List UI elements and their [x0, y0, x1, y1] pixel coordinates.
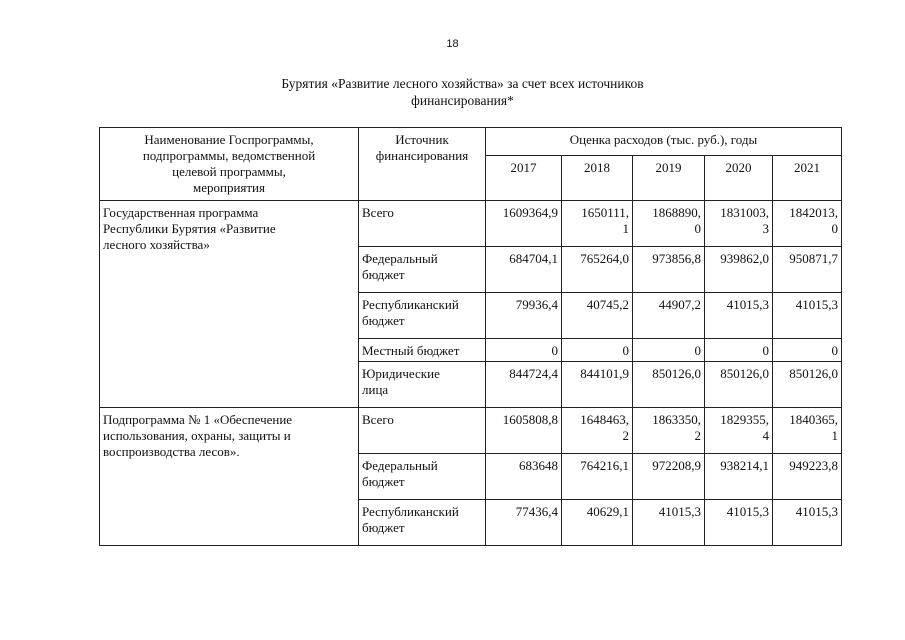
amount-line: 41015,3 [726, 297, 769, 312]
amount-cell [486, 293, 562, 339]
financing-table [99, 127, 842, 546]
amount-cell [705, 339, 773, 362]
header-name-line: мероприятия [192, 180, 265, 195]
amount-line: 764216,1 [580, 458, 629, 473]
funding-source-cell [359, 500, 486, 546]
amount-line: 0 [831, 221, 838, 236]
amount-cell [562, 362, 633, 408]
amount-line: 683648 [519, 458, 558, 473]
amount-cell [705, 293, 773, 339]
program-name-line: использования, охраны, защиты и [103, 428, 291, 443]
amount-cell [773, 247, 842, 293]
amount-line: 1868890, [652, 205, 701, 220]
program-name-cell [100, 201, 359, 408]
amount-line: 4 [762, 428, 769, 443]
document-title [200, 75, 725, 109]
funding-source-cell [359, 454, 486, 500]
amount-line: 844101,9 [580, 366, 629, 381]
amount-line: 850126,0 [789, 366, 838, 381]
amount-line: 1648463, [580, 412, 629, 427]
amount-cell [773, 293, 842, 339]
amount-line: 973856,8 [652, 251, 701, 266]
amount-line: 850126,0 [720, 366, 769, 381]
funding-source-line: Всего [362, 412, 394, 427]
amount-line: 1605808,8 [502, 412, 558, 427]
amount-cell [486, 362, 562, 408]
amount-line: 850126,0 [652, 366, 701, 381]
amount-line: 1609364,9 [502, 205, 558, 220]
amount-line: 77436,4 [515, 504, 558, 519]
amount-line: 40629,1 [586, 504, 629, 519]
amount-line: 1831003, [720, 205, 769, 220]
funding-source-cell [359, 408, 486, 454]
funding-source-line: Республиканский [362, 504, 459, 519]
amount-cell [633, 339, 705, 362]
amount-cell [562, 408, 633, 454]
amount-cell [773, 454, 842, 500]
amount-line: 0 [622, 343, 629, 358]
header-name-line: Наименование Госпрограммы, [144, 132, 314, 147]
title-line-1: Бурятия «Развитие лесного хозяйства» за счет всех источников [281, 76, 644, 91]
amount-line: 938214,1 [720, 458, 769, 473]
amount-cell [705, 408, 773, 454]
amount-line: 3 [762, 221, 769, 236]
amount-cell [562, 247, 633, 293]
program-name-cell [100, 408, 359, 546]
program-name-line: лесного хозяйства» [103, 237, 210, 252]
header-name-line: целевой программы, [172, 164, 286, 179]
amount-line: 41015,3 [795, 504, 838, 519]
amount-cell [562, 339, 633, 362]
amount-line: 939862,0 [720, 251, 769, 266]
funding-source-cell [359, 293, 486, 339]
header-row [100, 128, 842, 156]
amount-line: 41015,3 [726, 504, 769, 519]
funding-source-cell [359, 362, 486, 408]
amount-line: 41015,3 [795, 297, 838, 312]
amount-cell [705, 201, 773, 247]
page-number: 18 [446, 38, 459, 50]
amount-line: 950871,7 [789, 251, 838, 266]
amount-cell [773, 339, 842, 362]
amount-cell [633, 500, 705, 546]
amount-cell [486, 339, 562, 362]
amount-cell [562, 201, 633, 247]
amount-cell [486, 201, 562, 247]
funding-source-line: Юридические [362, 366, 440, 381]
amount-line: 765264,0 [580, 251, 629, 266]
header-year: 2021 [773, 156, 842, 201]
amount-line: 2 [622, 428, 629, 443]
amount-cell [773, 408, 842, 454]
funding-source-cell [359, 201, 486, 247]
amount-cell [633, 454, 705, 500]
amount-cell [486, 247, 562, 293]
header-year: 2017 [486, 156, 562, 201]
amount-line: 1840365, [789, 412, 838, 427]
amount-line: 949223,8 [789, 458, 838, 473]
amount-cell [562, 500, 633, 546]
amount-cell [562, 454, 633, 500]
amount-cell [773, 500, 842, 546]
amount-cell [773, 362, 842, 408]
funding-source-line: бюджет [362, 267, 405, 282]
program-name-line: воспроизводства лесов». [103, 444, 240, 459]
amount-line: 0 [551, 343, 558, 358]
amount-line: 0 [762, 343, 769, 358]
amount-cell [773, 201, 842, 247]
header-name-line: подпрограммы, ведомственной [142, 148, 316, 163]
amount-line: 1 [831, 428, 838, 443]
amount-cell [705, 362, 773, 408]
amount-line: 1863350, [652, 412, 701, 427]
title-line-2: финансирования* [411, 93, 514, 108]
table-row [100, 408, 842, 454]
funding-source-line: бюджет [362, 313, 405, 328]
program-name-line: Государственная программа [103, 205, 259, 220]
amount-line: 0 [831, 343, 838, 358]
funding-source-cell [359, 247, 486, 293]
program-name-line: Подпрограмма № 1 «Обеспечение [103, 412, 293, 427]
amount-cell [486, 454, 562, 500]
amount-line: 1842013, [789, 205, 838, 220]
amount-line: 1829355, [720, 412, 769, 427]
funding-source-line: бюджет [362, 520, 405, 535]
amount-cell [562, 293, 633, 339]
funding-source-line: Местный бюджет [362, 343, 460, 358]
table-body [100, 201, 842, 546]
program-name-line: Республики Бурятия «Развитие [103, 221, 276, 236]
funding-source-line: Республиканский [362, 297, 459, 312]
amount-cell [705, 500, 773, 546]
funding-source-line: Федеральный [362, 458, 438, 473]
amount-cell [705, 247, 773, 293]
amount-cell [633, 201, 705, 247]
amount-cell [705, 454, 773, 500]
amount-line: 1650111, [581, 205, 629, 220]
amount-line: 0 [694, 221, 701, 236]
amount-line: 1 [622, 221, 629, 236]
funding-source-line: Федеральный [362, 251, 438, 266]
table-row [100, 201, 842, 247]
header-name-column [100, 128, 359, 201]
amount-line: 44907,2 [658, 297, 701, 312]
header-year: 2020 [705, 156, 773, 201]
header-source-line: Источник [395, 132, 449, 147]
amount-cell [486, 500, 562, 546]
amount-cell [633, 408, 705, 454]
funding-source-line: бюджет [362, 474, 405, 489]
funding-source-line: Всего [362, 205, 394, 220]
amount-line: 2 [694, 428, 701, 443]
amount-cell [633, 247, 705, 293]
amount-line: 684704,1 [509, 251, 558, 266]
amount-line: 844724,4 [509, 366, 558, 381]
header-estimate: Оценка расходов (тыс. руб.), годы [486, 128, 842, 156]
funding-source-line: лица [362, 382, 389, 397]
funding-source-cell [359, 339, 486, 362]
amount-cell [486, 408, 562, 454]
header-year: 2019 [633, 156, 705, 201]
amount-cell [633, 293, 705, 339]
amount-line: 972208,9 [652, 458, 701, 473]
amount-line: 0 [694, 343, 701, 358]
amount-line: 40745,2 [586, 297, 629, 312]
header-year: 2018 [562, 156, 633, 201]
header-source-line: финансирования [375, 148, 469, 163]
amount-line: 79936,4 [515, 297, 558, 312]
header-source-column [359, 128, 486, 201]
amount-line: 41015,3 [658, 504, 701, 519]
amount-cell [633, 362, 705, 408]
